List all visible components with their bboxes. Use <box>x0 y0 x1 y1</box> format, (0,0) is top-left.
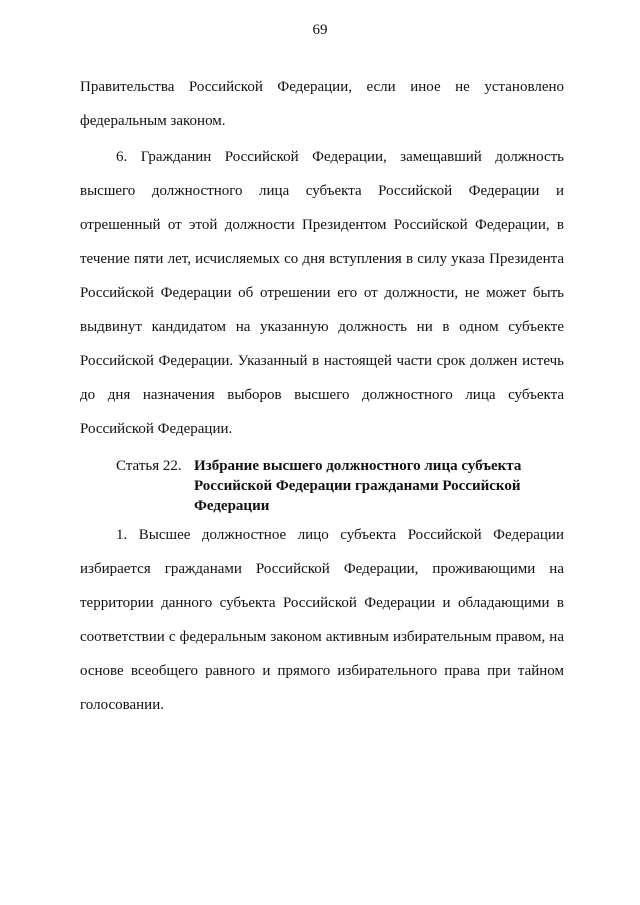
paragraph-continuation: Правительства Российской Федерации, если иное не установлено федеральным законом. <box>80 79 564 129</box>
paragraph-part-1: 1. Высшее должностное лицо субъекта Российской Федерации избирается гражданами Российской Федерации, проживающими на территории данного субъекта Российской Федерации и обладающими в соответствии с федеральным законом активным избирательным правом, на основе всеобщего равного и прямого избирательного права при тайном голосовании. <box>80 527 564 713</box>
page-number: 69 <box>312 22 328 38</box>
paragraph-part-6: 6. Гражданин Российской Федерации, замещавший должность высшего должностного лица субъекта Российской Федерации и отрешенный от этой должности Президентом Российской Федерации, в течение пяти лет, исчисляемых со дня вступления в силу указа Президента Российской Федерации об отрешении его от должности, не может быть выдвинут кандидатом на указанную должность ни в одном субъекте Российской Федерации. Указанный в настоящей части срок должен истечь до дня назначения выборов высшего должностного лица субъекта Российской Федерации. <box>80 149 564 437</box>
article-number: Статья 22. <box>116 458 182 474</box>
article-heading <box>116 456 566 516</box>
article-title: Избрание высшего должностного лица субъекта Российской Федерации гражданами Российской Федерации <box>194 458 522 514</box>
